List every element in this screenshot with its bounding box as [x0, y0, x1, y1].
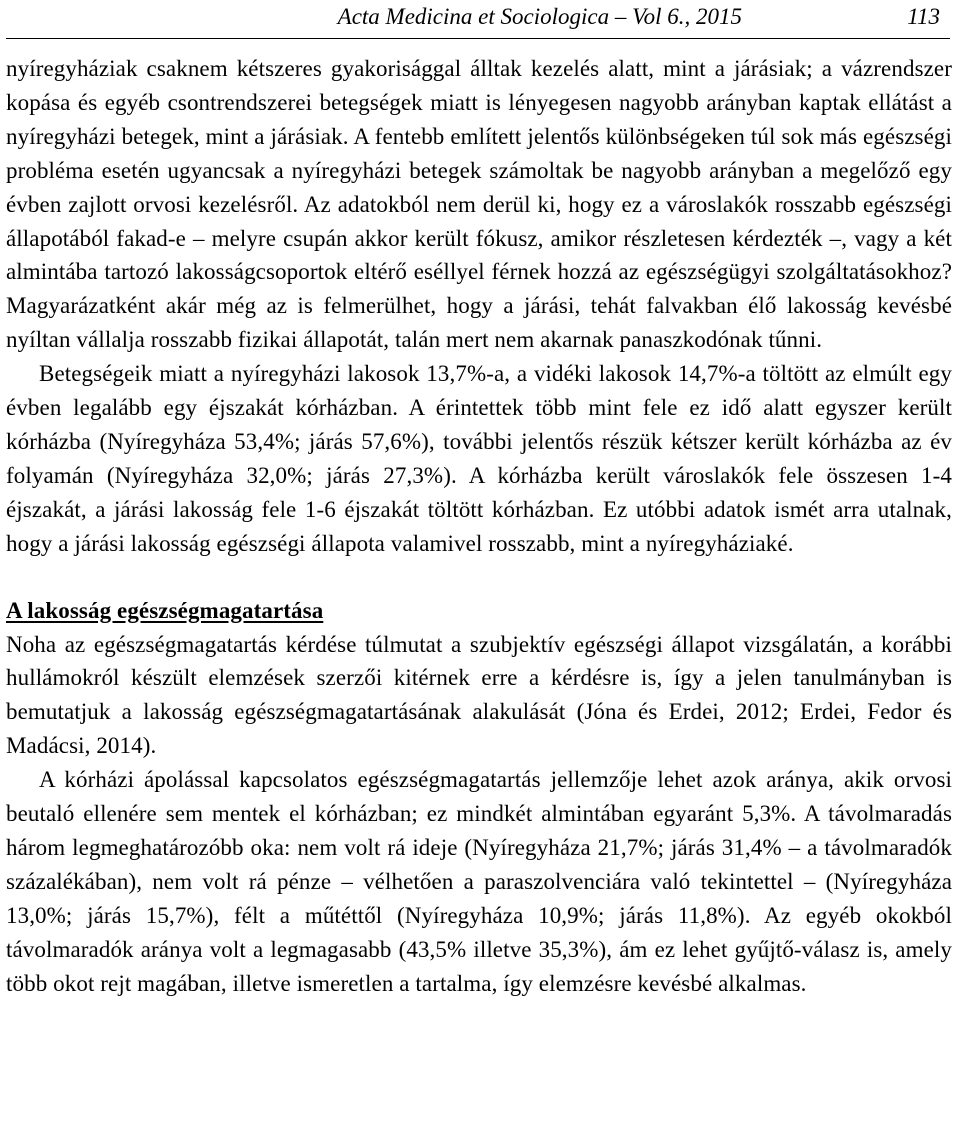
- paragraph-health-behavior-intro: Noha az egészségmagatartás kérdése túlmutat a szubjektív egészségi állapot vizsgálatán, a korábbi hullámokról készült elemzések szerzői kitérnek erre a kérdésre is, így a jelen tanulmányban is bemutatjuk a lakosság egészségmagatartásának alakulását (Jóna és Erdei, 2012; Erdei, Fedor és Madácsi, 2014).: [6, 631, 952, 759]
- article-body: [6, 52, 952, 1000]
- section-heading: A lakosság egészségmagatartása: [6, 597, 324, 623]
- header-divider: [6, 38, 950, 39]
- running-header: [6, 2, 950, 32]
- page-number: 113: [907, 4, 940, 29]
- paragraph-hospital-stays: Betegségeik miatt a nyíregyházi lakosok 13,7%-a, a vidéki lakosok 14,7%-a töltött az elmúlt egy évben legalább egy éjszakát kórházban. A érintettek több mint fele ez idő alatt egyszer került kórházba (Nyíregyháza 53,4%; járás 57,6%), további jelentős részük kétszer került kórházba az év folyamán (Nyíregyháza 32,0%; járás 27,3%). A kórházba került városlakók fele összesen 1-4 éjszakát, a járási lakosság fele 1-6 éjszakát töltött kórházban. Ez utóbbi adatok ismét arra utalnak, hogy a járási lakosság egészségi állapota valamivel rosszabb, mint a nyíregyháziaké.: [6, 361, 952, 556]
- paragraph-continued: nyíregyháziak csaknem kétszeres gyakorisággal álltak kezelés alatt, mint a járásiak; a vázrendszer kopása és egyéb csontrendszerei betegségek miatt is lényegesen nagyobb arányban kaptak ellátást a nyíregyházi betegek, mint a járásiak. A fentebb említett jelentős különbségeken túl sok más egészségi probléma esetén ugyancsak a nyíregyházi betegek számoltak be nagyobb arányban a megelőző egy évben zajlott orvosi kezelésről. Az adatokból nem derül ki, hogy ez a városlakók rosszabb egészségi állapotából fakad-e – melyre csupán akkor került fókusz, amikor részletesen kérdezték –, vagy a két almintába tartozó lakosságcsoportok eltérő eséllyel férnek hozzá az egészségügyi szolgáltatásokhoz? Magyarázatként akár még az is felmerülhet, hogy a járási, tehát falvakban élő lakosság kevésbé nyíltan vállalja rosszabb fizikai állapotát, talán mert nem akarnak panaszkodónak tűnni.: [6, 56, 952, 353]
- journal-title: Acta Medicina et Sociologica – Vol 6., 2015: [337, 4, 742, 29]
- paragraph-hospital-avoidance: A kórházi ápolással kapcsolatos egészségmagatartás jellemzője lehet azok aránya, akik orvosi beutaló ellenére sem mentek el kórházban; ez mindkét almintában egyaránt 5,3%. A távolmaradás három legmeghatározóbb oka: nem volt rá ideje (Nyíregyháza 21,7%; járás 31,4% – a távolmaradók százalékában), nem volt rá pénze – vélhetően a paraszolvenciára való tekintettel – (Nyíregyháza 13,0%; járás 15,7%), félt a műtéttől (Nyíregyháza 10,9%; járás 11,8%). Az egyéb okokból távolmaradók aránya volt a legmagasabb (43,5% illetve 35,3%), ám ez lehet gyűjtő-válasz is, amely több okot rejt magában, illetve ismeretlen a tartalma, így elemzésre kevésbé alkalmas.: [6, 767, 952, 996]
